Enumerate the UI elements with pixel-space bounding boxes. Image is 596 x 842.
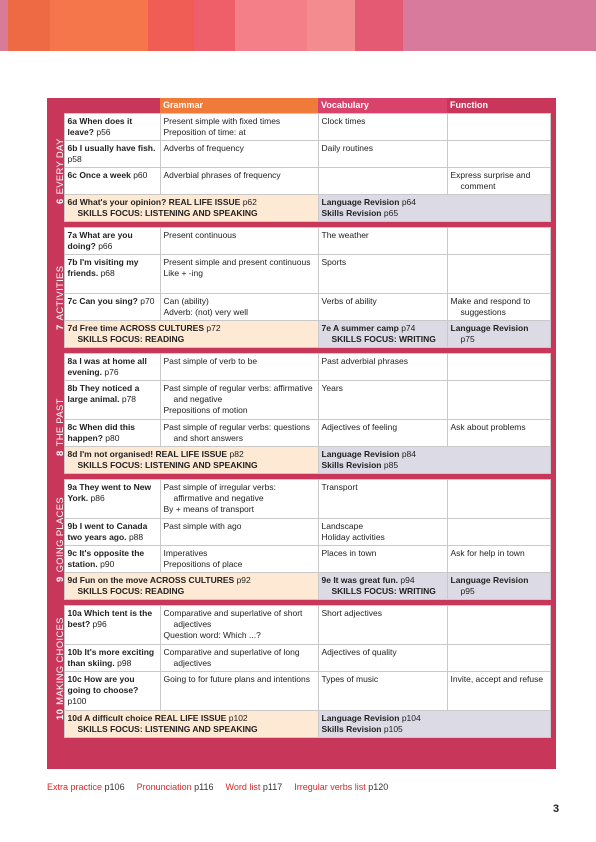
lesson-title: 7b I'm visiting my friends. <box>67 256 139 278</box>
vocabulary-cell <box>318 167 447 194</box>
vocab-item: Daily routines <box>321 142 373 153</box>
grammar-cell <box>160 254 318 293</box>
grammar-item: Past simple with ago <box>163 520 242 531</box>
grammar-cell <box>160 644 318 671</box>
vocab-item: Clock times <box>321 115 366 126</box>
grammar-item: Present simple and present continuous <box>163 256 311 267</box>
grammar-cell <box>160 545 318 572</box>
grammar-item: Preposition of time: at <box>163 126 246 137</box>
summary-revision-cell: Language Revision p64 Skills Revision p65 <box>318 194 550 221</box>
summary-row <box>47 194 556 221</box>
band-segment <box>403 0 596 51</box>
band-segment <box>194 0 235 51</box>
footer-link-label[interactable]: Extra practice <box>47 782 103 792</box>
lesson-row <box>47 227 556 254</box>
grammar-cell <box>160 293 318 320</box>
function-cell <box>447 113 550 140</box>
summary-function-cell: Language Revision p95 <box>447 572 550 599</box>
grammar-cell <box>160 518 318 545</box>
band-segment <box>0 0 8 51</box>
lesson-row <box>47 419 556 446</box>
grammar-item: Question word: Which ...? <box>163 629 261 640</box>
lesson-page: p68 <box>100 267 115 278</box>
unit-number: 6 <box>55 198 67 204</box>
func-item: Make and respond to suggestions <box>450 295 531 317</box>
vocab-item: Types of music <box>321 673 379 684</box>
vocabulary-cell <box>318 644 447 671</box>
lesson-title-cell <box>64 113 160 140</box>
footer-link-label[interactable]: Pronunciation <box>136 782 192 792</box>
grammar-cell <box>160 227 318 254</box>
grammar-cell <box>160 167 318 194</box>
grammar-item: Adverbs of frequency <box>163 142 244 153</box>
func-item: Express surprise and comment <box>450 169 531 191</box>
grammar-item: Past simple of regular verbs: affirmative and negative <box>163 382 313 404</box>
lesson-title: 10b It's more exciting than skiing. <box>67 646 155 668</box>
vocab-item: Sports <box>321 256 347 267</box>
vocab-item: Adjectives of feeling <box>321 421 398 432</box>
summary-revision-cell: 7e A summer camp p74 SKILLS FOCUS: WRITING <box>318 320 447 347</box>
grammar-cell <box>160 380 318 419</box>
summary-skills: SKILLS FOCUS: LISTENING AND SPEAKING <box>77 459 258 470</box>
grammar-cell <box>160 113 318 140</box>
header-row <box>47 98 556 113</box>
lesson-title: 9a They went to New York. <box>67 481 152 503</box>
unit-name: ACTIVITIES <box>55 265 67 321</box>
grammar-item: Past simple of irregular verbs: affirmative and negative <box>163 481 276 503</box>
summary-revision-cell: Language Revision p104 Skills Revision p105 <box>318 710 550 737</box>
vocabulary-cell <box>318 479 447 518</box>
grammar-cell <box>160 140 318 167</box>
unit-number: 9 <box>55 576 67 582</box>
summary-revision-cell: 9e It was great fun. p94 SKILLS FOCUS: WRITING <box>318 572 447 599</box>
lesson-title-cell <box>64 227 160 254</box>
function-cell <box>447 227 550 254</box>
grammar-item: Prepositions of place <box>163 558 243 569</box>
lesson-row <box>47 479 556 518</box>
grammar-item: Going to for future plans and intentions <box>163 673 310 684</box>
function-cell <box>447 545 550 572</box>
lesson-page: p86 <box>90 492 105 503</box>
summary-lesson-cell <box>64 446 318 473</box>
summary-skills: SKILLS FOCUS: READING <box>77 333 185 344</box>
lesson-page: p58 <box>67 153 82 164</box>
vocab-item: Verbs of ability <box>321 295 377 306</box>
vocab-item: Adjectives of quality <box>321 646 397 657</box>
lesson-title-cell <box>64 644 160 671</box>
summary-revision-cell: Language Revision p84 Skills Revision p85 <box>318 446 550 473</box>
vocabulary-cell <box>318 605 447 644</box>
summary-title: 8d I'm not organised! REAL LIFE ISSUE p82 <box>67 448 244 459</box>
lesson-title-cell <box>64 353 160 380</box>
right-margin <box>550 605 556 737</box>
function-cell <box>447 671 550 710</box>
summary-row <box>47 710 556 737</box>
unit-label <box>55 398 66 456</box>
lesson-row <box>47 113 556 140</box>
grammar-item: Prepositions of motion <box>163 404 248 415</box>
grammar-item: Past simple of regular verbs: questions and short answers <box>163 421 310 443</box>
lesson-row <box>47 545 556 572</box>
lesson-title-cell <box>64 605 160 644</box>
vocab-item: Places in town <box>321 547 377 558</box>
grammar-item: Adverb: (not) very well <box>163 306 249 317</box>
vocabulary-cell <box>318 254 447 293</box>
vocabulary-cell <box>318 227 447 254</box>
lesson-row <box>47 167 556 194</box>
lesson-title-cell <box>64 167 160 194</box>
lesson-page: p80 <box>105 432 120 443</box>
function-cell <box>447 140 550 167</box>
lesson-row <box>47 293 556 320</box>
lesson-row <box>47 140 556 167</box>
band-segment <box>307 0 355 51</box>
summary-title: 6d What's your opinion? REAL LIFE ISSUE p62 <box>67 196 257 207</box>
function-cell <box>447 644 550 671</box>
lesson-title-cell <box>64 671 160 710</box>
vocabulary-cell <box>318 419 447 446</box>
lesson-page: p76 <box>104 366 119 377</box>
function-cell <box>447 353 550 380</box>
vocab-item: The weather <box>321 229 369 240</box>
lesson-title-cell <box>64 254 160 293</box>
lesson-page: p78 <box>121 393 137 404</box>
right-margin <box>550 113 556 221</box>
lesson-title-cell <box>64 140 160 167</box>
grammar-item: By + means of transport <box>163 503 254 514</box>
right-margin <box>550 353 556 473</box>
vocabulary-header: Vocabulary <box>318 98 447 113</box>
lesson-title: 6a When does it leave? <box>67 115 133 137</box>
footer-link-label[interactable]: Irregular verbs list <box>294 782 366 792</box>
grammar-header: Grammar <box>160 98 318 113</box>
vocab-item: Transport <box>321 481 358 492</box>
band-segment <box>235 0 307 51</box>
right-margin <box>550 227 556 347</box>
vocab-item: Holiday activities <box>321 531 385 542</box>
lesson-page: p60 <box>133 169 148 180</box>
vocab-item: Landscape <box>321 520 364 531</box>
lesson-title-cell <box>64 380 160 419</box>
footer-link-page: p117 <box>262 782 283 792</box>
page-number: 3 <box>553 803 560 815</box>
lesson-title: 10c How are you going to choose? <box>67 673 139 695</box>
summary-skills: SKILLS FOCUS: LISTENING AND SPEAKING <box>77 207 258 218</box>
grammar-cell <box>160 671 318 710</box>
summary-row <box>47 572 556 599</box>
lesson-row <box>47 353 556 380</box>
unit-name: EVERY DAY <box>55 138 67 195</box>
unit-label <box>55 497 66 582</box>
lesson-row <box>47 671 556 710</box>
unit-label-cell <box>47 605 67 737</box>
lesson-row <box>47 254 556 293</box>
grammar-cell <box>160 419 318 446</box>
band-segment <box>148 0 194 51</box>
top-color-band <box>0 0 596 51</box>
unit-label-cell <box>47 227 67 347</box>
lesson-row <box>47 380 556 419</box>
grammar-item: Present simple with fixed times <box>163 115 281 126</box>
vocabulary-cell <box>318 140 447 167</box>
unit-label-cell <box>47 479 67 599</box>
unit-number: 7 <box>55 324 67 330</box>
vocabulary-cell <box>318 545 447 572</box>
contents-table <box>47 98 556 738</box>
contents-body <box>47 113 556 737</box>
summary-skills: SKILLS FOCUS: LISTENING AND SPEAKING <box>77 723 258 734</box>
unit-label <box>55 617 66 720</box>
right-margin <box>550 479 556 599</box>
lesson-title: 8a I was at home all evening. <box>67 355 147 377</box>
footer-link-page: p106 <box>104 782 125 792</box>
lesson-page: p88 <box>128 531 144 542</box>
band-segment <box>355 0 403 51</box>
lesson-title: 6c Once a week <box>67 169 131 180</box>
lesson-title: 9c It's opposite the station. <box>67 547 145 569</box>
lesson-page: p96 <box>92 618 107 629</box>
func-item: Invite, accept and refuse <box>450 673 544 684</box>
unit-label <box>55 138 66 204</box>
grammar-item: Comparative and superlative of short adjectives <box>163 607 303 629</box>
function-cell <box>447 605 550 644</box>
lesson-title: 6b I usually have fish. <box>67 142 156 153</box>
grammar-cell <box>160 605 318 644</box>
function-header: Function <box>447 98 550 113</box>
lesson-title: 8b They noticed a large animal. <box>67 382 140 404</box>
lesson-title-cell <box>64 518 160 545</box>
band-segment <box>50 0 148 51</box>
grammar-item: Present continuous <box>163 229 237 240</box>
function-cell <box>447 518 550 545</box>
band-segment <box>8 0 50 51</box>
grammar-item: Comparative and superlative of long adjectives <box>163 646 300 668</box>
func-item: Ask about problems <box>450 421 526 432</box>
footer-link-label[interactable]: Word list <box>225 782 261 792</box>
vocabulary-cell <box>318 353 447 380</box>
summary-row <box>47 446 556 473</box>
lesson-title-cell <box>64 545 160 572</box>
lesson-page: p98 <box>117 657 132 668</box>
summary-skills: SKILLS FOCUS: READING <box>77 585 185 596</box>
summary-title: 9d Fun on the move ACROSS CULTURES p92 <box>67 574 251 585</box>
lesson-title: 7a What are you doing? <box>67 229 133 251</box>
vocabulary-cell <box>318 113 447 140</box>
lesson-page: p66 <box>98 240 113 251</box>
unit-name: THE PAST <box>55 398 67 447</box>
unit-name: MAKING CHOICES <box>55 617 67 705</box>
unit-name: GOING PLACES <box>55 497 67 573</box>
vocab-item: Years <box>321 382 343 393</box>
func-item: Ask for help in town <box>450 547 525 558</box>
function-cell <box>447 293 550 320</box>
vocabulary-cell <box>318 518 447 545</box>
grammar-item: Like + -ing <box>163 267 203 278</box>
summary-lesson-cell <box>64 320 318 347</box>
unit-label-cell <box>47 353 67 473</box>
unit-label-cell <box>47 113 67 221</box>
lesson-title-cell <box>64 479 160 518</box>
vocabulary-cell <box>318 380 447 419</box>
grammar-item: Adverbial phrases of frequency <box>163 169 281 180</box>
footer-links <box>47 782 400 792</box>
lesson-title: 7c Can you sing? <box>67 295 138 306</box>
footer-link-page: p116 <box>194 782 214 792</box>
lesson-page: p70 <box>140 295 155 306</box>
summary-row <box>47 320 556 347</box>
grammar-cell <box>160 479 318 518</box>
lesson-title: 8c When did this happen? <box>67 421 136 443</box>
unit-label <box>55 266 66 330</box>
lesson-title: 10a Which tent is the best? <box>67 607 153 629</box>
vocabulary-cell <box>318 671 447 710</box>
lesson-title: 9b I went to Canada two years ago. <box>67 520 148 542</box>
summary-lesson-cell <box>64 710 318 737</box>
grammar-item: Imperatives <box>163 547 208 558</box>
lesson-title-cell <box>64 293 160 320</box>
summary-lesson-cell <box>64 572 318 599</box>
vocabulary-cell <box>318 293 447 320</box>
function-cell <box>447 167 550 194</box>
function-cell <box>447 380 550 419</box>
lesson-row <box>47 518 556 545</box>
function-cell <box>447 254 550 293</box>
footer-link-page: p120 <box>368 782 389 792</box>
function-cell <box>447 419 550 446</box>
unit-number: 10 <box>55 708 67 720</box>
grammar-cell <box>160 353 318 380</box>
summary-function-cell: Language Revision p75 <box>447 320 550 347</box>
lesson-page: p90 <box>100 558 115 569</box>
lesson-page: p56 <box>96 126 111 137</box>
grammar-item: Can (ability) <box>163 295 209 306</box>
vocab-item: Past adverbial phrases <box>321 355 408 366</box>
summary-title: 7d Free time ACROSS CULTURES p72 <box>67 322 221 333</box>
lesson-page: p100 <box>67 695 87 706</box>
lesson-row <box>47 644 556 671</box>
summary-title: 10d A difficult choice REAL LIFE ISSUE p102 <box>67 712 248 723</box>
lesson-row <box>47 605 556 644</box>
grammar-item: Past simple of verb to be <box>163 355 258 366</box>
unit-number: 8 <box>55 450 67 456</box>
summary-lesson-cell <box>64 194 318 221</box>
lesson-title-cell <box>64 419 160 446</box>
vocab-item: Short adjectives <box>321 607 382 618</box>
function-cell <box>447 479 550 518</box>
